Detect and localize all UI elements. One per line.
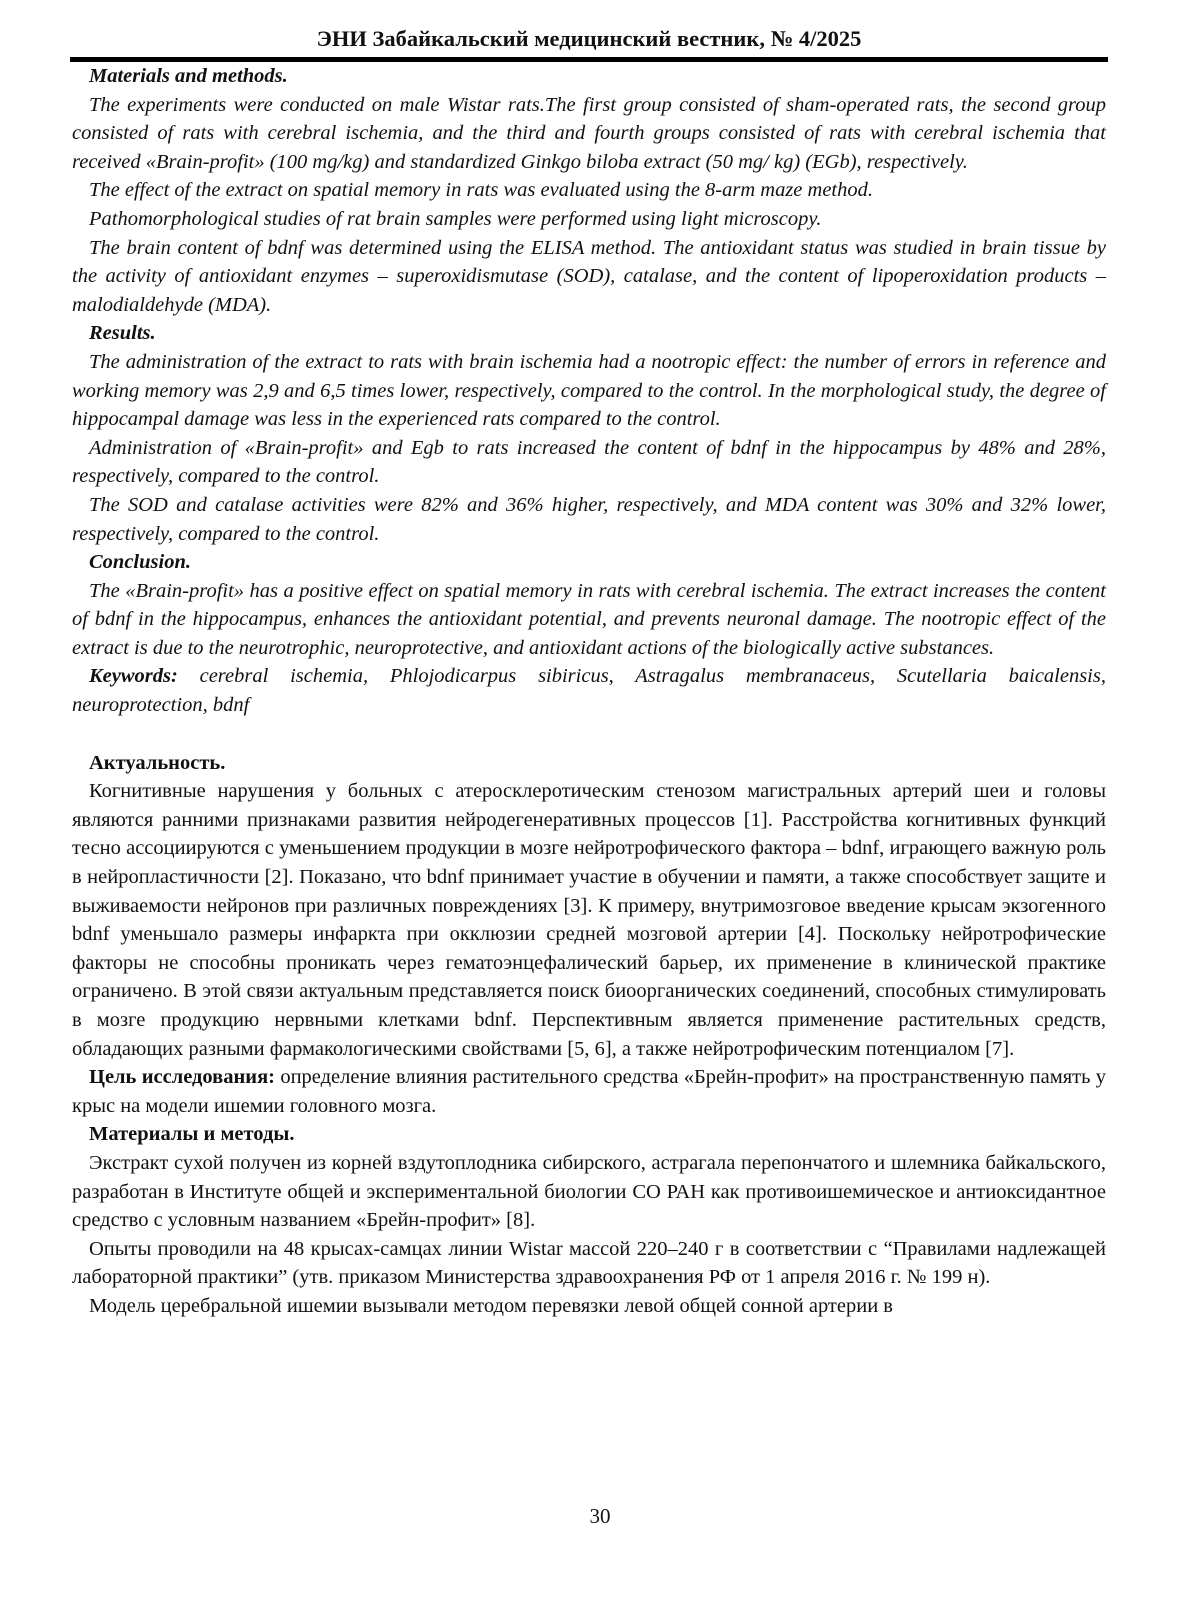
- paragraph: Опыты проводили на 48 крысах-самцах линии Wistar массой 220–240 г в соответствии с “Правилами надлежащей лабораторной практики” (утв. приказом Министерства здравоохранения РФ от 1 апреля 2016 г. № 199 н).: [72, 1237, 1106, 1289]
- aim-label: Цель исследования:: [89, 1066, 276, 1089]
- paragraph: The «Brain-profit» has a positive effect on spatial memory in rats with cerebral ischemia. The extract increases the content of bdnf in the hippocampus, enhances the antioxidant potential, and prevents neuronal damage. The nootropic effect of the extract is due to the neurotrophic, neuroprotective, and antioxidant actions of the biologically active substances.: [72, 579, 1106, 659]
- aim-paragraph: [72, 1063, 1106, 1120]
- paragraph: Когнитивные нарушения у больных с атеросклеротическим стенозом магистральных артерий шеи и головы являются ранними признаками развития нейродегенеративных процессов [1]. Расстройства когнитивных функций тесно ассоциируются с уменьшением продукции в мозге нейротрофического фактора – bdnf, играющего важную роль в нейропластичности [2]. Показано, что bdnf принимает участие в обучении и памяти, а также способствует защите и выживаемости нейронов при различных повреждениях [3]. К примеру, внутримозговое введение крысам экзогенного bdnf уменьшало размеры инфаркта при окклюзии средней мозговой артерии [4]. Поскольку нейротрофические факторы не способны проникать через гематоэнцефалический барьер, их применение в клинической практике ограничено. В этой связи актуальным представляется поиск биоорганических соединений, способных стимулировать в мозге продукцию нервными клетками bdnf. Перспективным является применение растительных средств, обладающих разными фармакологическими свойствами [5, 6], а также нейротрофическим потенциалом [7].: [72, 780, 1106, 1060]
- paragraph: The experiments were conducted on male Wistar rats.The first group consisted of sham-operated rats, the second group consisted of rats with cerebral ischemia, and the third and fourth groups consisted of rats with cerebral ischemia that received «Brain-profit» (100 mg/kg) and standardized Ginkgo biloba extract (50 mg/ kg) (EGb), respectively.: [72, 93, 1106, 173]
- materials-heading-en: Materials and methods.: [89, 65, 288, 87]
- keywords-list: cerebral ischemia, Phlojodicarpus sibiricus, Astragalus membranaceus, Scutellaria baicalensis, neuroprotection, bdnf: [72, 665, 1106, 717]
- relevance-heading: Актуальность.: [89, 751, 226, 774]
- aim-text: определение влияния растительного средства «Брейн-профит» на пространственную память у крыс на модели ишемии головного мозга.: [72, 1066, 1106, 1117]
- journal-header: ЭНИ Забайкальский медицинский вестник, № 4/2025: [316, 26, 862, 51]
- page-number: 30: [589, 1504, 611, 1528]
- paragraph: The administration of the extract to rats with brain ischemia had a nootropic effect: the number of errors in reference and working memory was 2,9 and 6,5 times lower, respectively, compared to the control. In the morphological study, the degree of hippocampal damage was less in the experienced rats compared to the control.: [72, 350, 1106, 431]
- results-heading-en: Results.: [89, 322, 156, 345]
- section-spacer: [72, 720, 1106, 749]
- paragraph: Модель церебральной ишемии вызывали методом перевязки левой общей сонной артерии в: [89, 1294, 893, 1317]
- article-body: [72, 62, 1106, 1321]
- paragraph: The effect of the extract on spatial memory in rats was evaluated using the 8-arm maze method.: [89, 179, 874, 202]
- paragraph: Administration of «Brain-profit» and Egb to rats increased the content of bdnf in the hippocampus by 48% and 28%, respectively, compared to the control.: [72, 436, 1106, 488]
- paragraph: Экстракт сухой получен из корней вздутоплодника сибирского, астрагала перепончатого и шлемника байкальского, разработан в Институте общей и экспериментальной биологии СО РАН как противоишемическое и антиоксидантное средство с условным названием «Брейн-профит» [8].: [72, 1151, 1106, 1232]
- conclusion-heading-en: Conclusion.: [89, 551, 191, 574]
- keywords-label: Keywords:: [89, 665, 178, 688]
- paragraph: Pathomorphological studies of rat brain samples were performed using light microscopy.: [89, 207, 822, 230]
- keywords-paragraph: [72, 662, 1106, 719]
- paragraph: The SOD and catalase activities were 82% and 36% higher, respectively, and MDA content was 30% and 32% lower, respectively, compared to the control.: [72, 493, 1106, 545]
- methods-heading: Материалы и методы.: [89, 1123, 295, 1146]
- paragraph: The brain content of bdnf was determined using the ELISA method. The antioxidant status was studied in brain tissue by the activity of antioxidant enzymes – superoxidismutase (SOD), catalase, and the content of lipoperoxidation products – malodialdehyde (MDA).: [72, 236, 1106, 316]
